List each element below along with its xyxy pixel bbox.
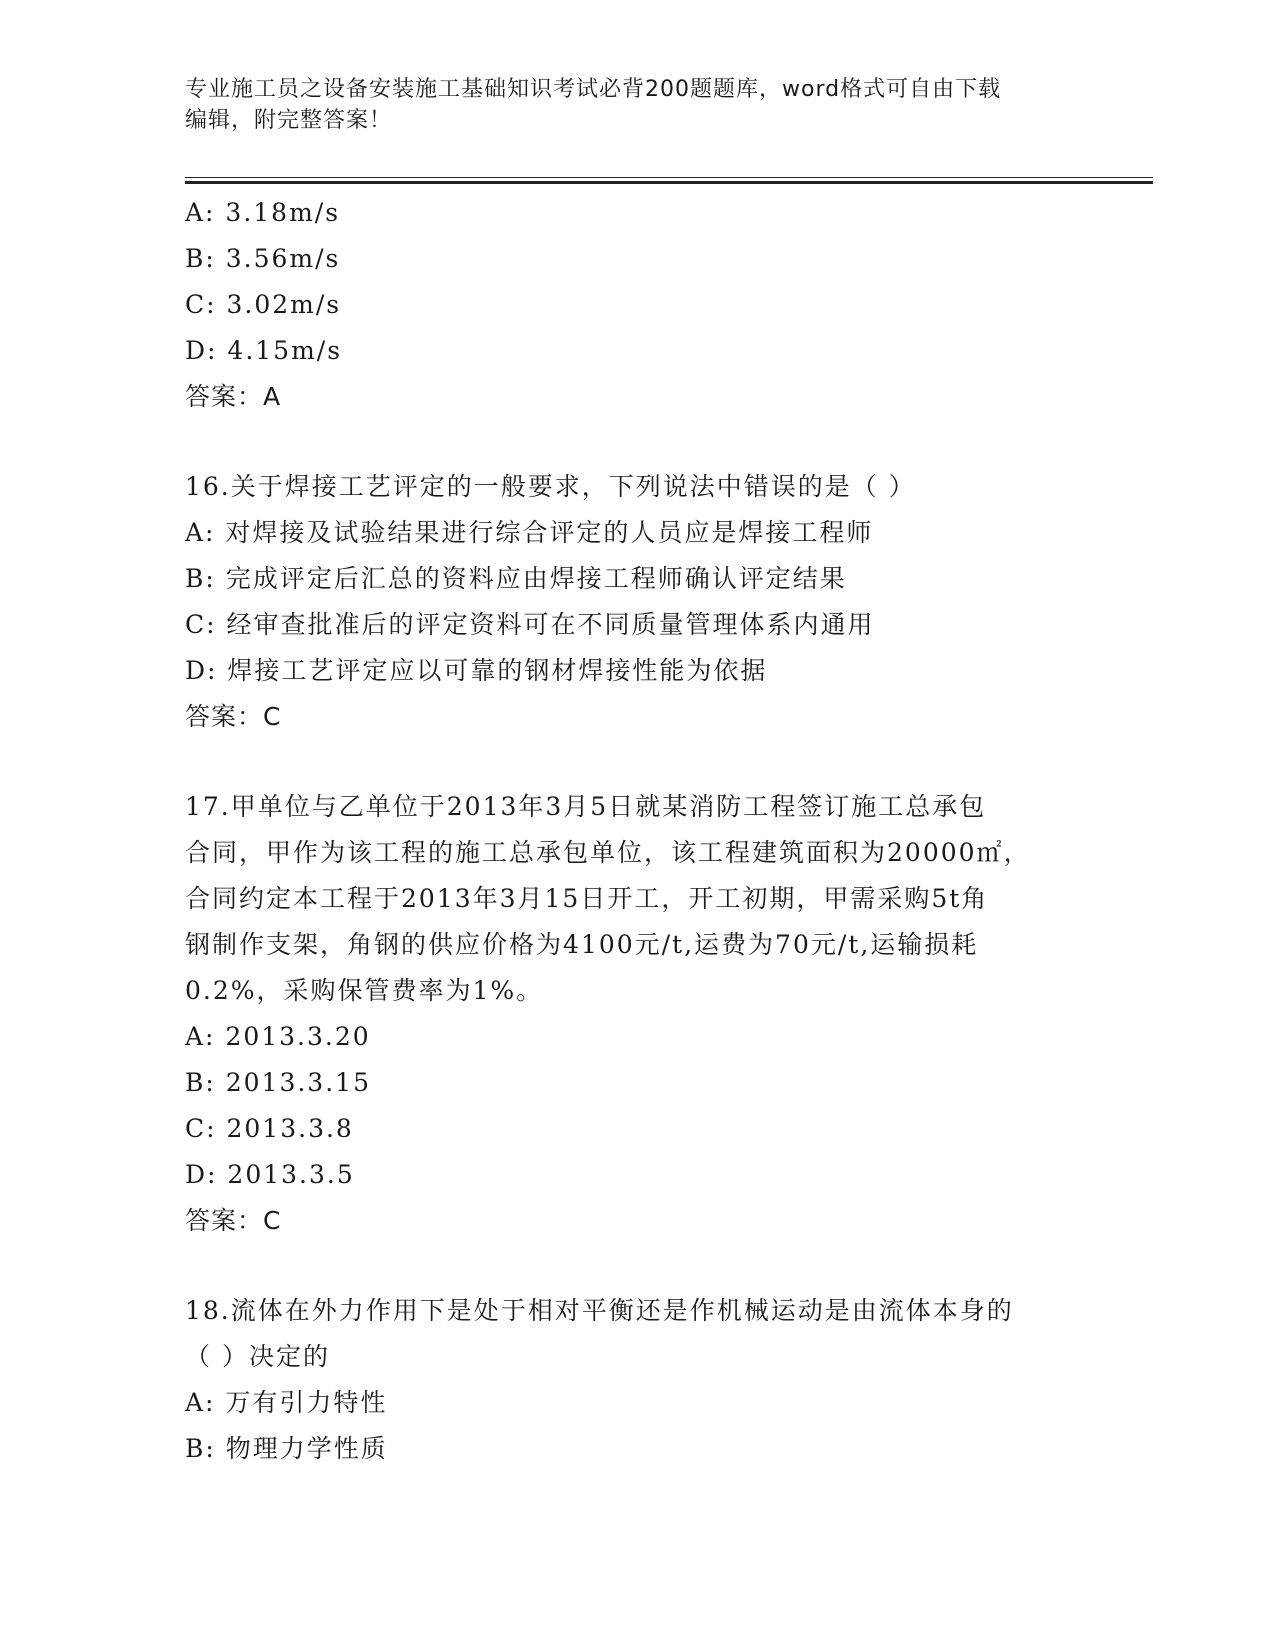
option-a: A: 3.18m/s — [185, 198, 341, 227]
answer-line: 答案：A — [185, 382, 282, 411]
question-stem-line: 钢制作支架，角钢的供应价格为4100元/t,运费为70元/t,运输损耗 — [185, 930, 979, 959]
answer-line: 答案：C — [185, 702, 282, 731]
option-b: B: 物理力学性质 — [185, 1434, 388, 1463]
header-title-line-2: 编辑，附完整答案！ — [185, 108, 393, 133]
spacer — [185, 740, 1085, 784]
question-stem-line: 17.甲单位与乙单位于2013年3月5日就某消防工程签订施工总承包 — [185, 792, 987, 821]
option-a: A: 万有引力特性 — [185, 1388, 388, 1417]
option-d: D: 焊接工艺评定应以可靠的钢材焊接性能为依据 — [185, 656, 768, 685]
option-b: B: 2013.3.15 — [185, 1068, 371, 1097]
option-b: B: 完成评定后汇总的资料应由焊接工程师确认评定结果 — [185, 564, 847, 593]
question-15 — [185, 190, 1085, 420]
document-header — [185, 74, 1065, 136]
header-title-line-1: 专业施工员之设备安装施工基础知识考试必背200题题库，word格式可自由下载 — [185, 77, 1002, 102]
question-stem-line: 合同约定本工程于2013年3月15日开工，开工初期，甲需采购5t角 — [185, 884, 989, 913]
question-stem-line: （ ）决定的 — [185, 1342, 330, 1371]
answer-line: 答案：C — [185, 1206, 282, 1235]
option-b: B: 3.56m/s — [185, 244, 341, 273]
header-divider-thick — [185, 181, 1153, 184]
question-stem-line: 合同，甲作为该工程的施工总承包单位，该工程建筑面积为20000㎡， — [185, 838, 1031, 867]
header-divider-thin — [185, 177, 1153, 178]
option-d: D: 4.15m/s — [185, 336, 343, 365]
question-16 — [185, 464, 1085, 740]
option-c: C: 3.02m/s — [185, 290, 342, 319]
question-stem: 16.关于焊接工艺评定的一般要求，下列说法中错误的是（ ） — [185, 472, 916, 501]
spacer — [185, 1244, 1085, 1288]
option-d: D: 2013.3.5 — [185, 1160, 355, 1189]
option-c: C: 2013.3.8 — [185, 1114, 354, 1143]
question-content — [185, 190, 1085, 1472]
option-a: A: 2013.3.20 — [185, 1022, 371, 1051]
option-c: C: 经审查批准后的评定资料可在不同质量管理体系内通用 — [185, 610, 875, 639]
spacer — [185, 420, 1085, 464]
question-18 — [185, 1288, 1085, 1472]
option-a: A: 对焊接及试验结果进行综合评定的人员应是焊接工程师 — [185, 518, 874, 547]
question-17 — [185, 784, 1085, 1244]
question-stem-line: 0.2%，采购保管费率为1%。 — [185, 976, 544, 1005]
question-stem-line: 18.流体在外力作用下是处于相对平衡还是作机械运动是由流体本身的 — [185, 1296, 1014, 1325]
